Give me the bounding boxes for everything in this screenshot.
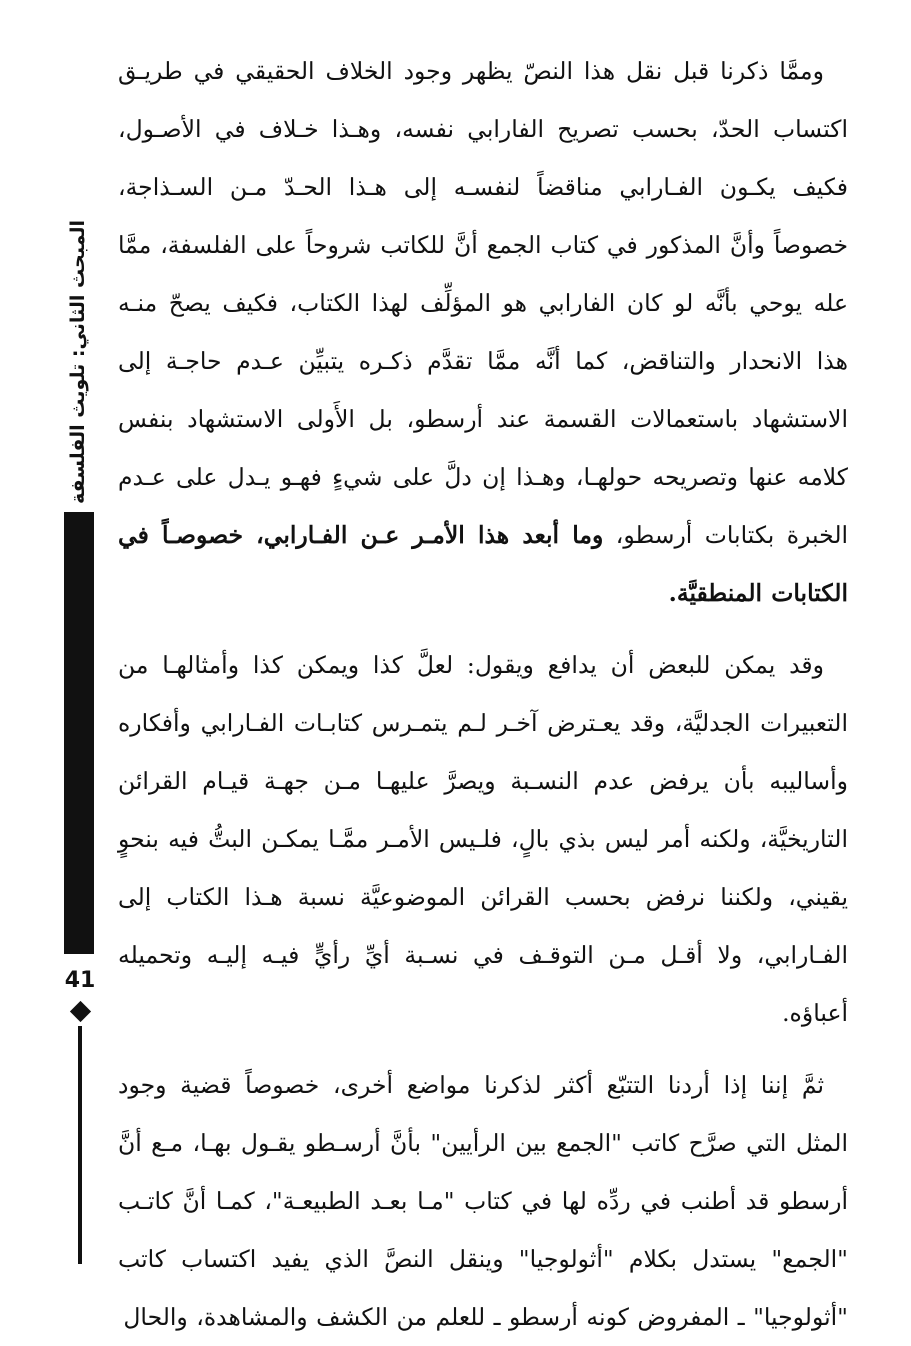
page-number: 41 <box>64 968 96 993</box>
paragraph-1-bold-text: وما أبعد هذا الأمـر عـن الفـارابي، خصوصـاً في الكتابات المنطقيَّة. <box>118 521 848 607</box>
paragraph-2: وقد يمكن للبعض أن يدافع ويقول: لعلَّ كذا ويمكن كذا وأمثالهـا من التعبيرات الجدليَّة، وقد يعـترض آخـر لـم يتمـرس كتابـات الفـارابي وأفكاره وأساليبه بأن يرفض عدم النسـبة ويصرَّ عليهـا مـن جهـة قيـام القرائن التاريخيَّة، ولكنه أمر ليس بذي بالٍ، فلـيس الأمـر ممَّـا يمكـن البتُّ فيه بنحوٍ يقيني، ولكننا نرفض بحسب القرائن الموضوعيَّة نسبة هـذا الكتاب إلى الفـارابي، ولا أقـل مـن التوقـف في نسـبة أيِّ رأيٍّ فيـه إليـه وتحميله أعباؤه. <box>118 651 848 1027</box>
paragraph-1-text: وممَّا ذكرنا قبل نقل هذا النصّ يظهر وجود الخلاف الحقيقي في طريـق اكتساب الحدّ، بحسب تصريح الفارابي نفسه، وهـذا خـلاف في الأصـول، فكيف يكـون الفـارابي مناقضاً لنفسـه إلى هـذا الحـدّ مـن السـذاجة، خصوصاً وأنَّ المذكور في كتاب الجمع أنَّ للكاتب شروحاً على الفلسفة، ممَّا عله يوحي بأنَّه لو كان الفارابي هو المؤلِّف لهذا الكتاب، فكيف يصحّ منـه هذا الانحدار والتناقض، كما أنَّه ممَّا تقدَّم ذكـره يتبيِّن عـدم حاجـة إلى الاستشهاد باستعمالات القسمة عند أرسطو، بل الأَولى الاستشهاد بنفس كلامه عنها وتصريحه حولهـا، وهـذا إن دلَّ على شيءٍ فهـو يـدل على عـدم الخبرة بكتابات أرسطو، <box>118 57 849 549</box>
running-head-text: المبحث الثاني: تلويث الفلسفة <box>67 220 90 504</box>
main-text <box>118 42 848 1346</box>
diamond-ornament-icon <box>70 1001 91 1022</box>
thumb-index-bar <box>64 512 94 954</box>
running-head <box>56 220 100 504</box>
margin-rule <box>78 1026 82 1264</box>
paragraph-1 <box>118 42 848 622</box>
paragraph-3: ثمَّ إننا إذا أردنا التتبّع أكثر لذكرنا مواضع أخرى، خصوصاً قضية وجود المثل التي صرَّح كاتب "الجمع بين الرأيين" بأنَّ أرسـطو يقـول بهـا، مـع أنَّ أرسطو قد أطنب في ردِّه لها في كتاب "مـا بعـد الطبيعـة"، كمـا أنَّ كاتـب "الجمع" يستدل بكلام "أثولوجيا" وينقل النصَّ الذي يفيد اكتساب كاتب "أثولوجيا" ـ المفروض كونه أرسطو ـ للعلم من الكشف والمشاهدة، والحال <box>118 1071 848 1331</box>
